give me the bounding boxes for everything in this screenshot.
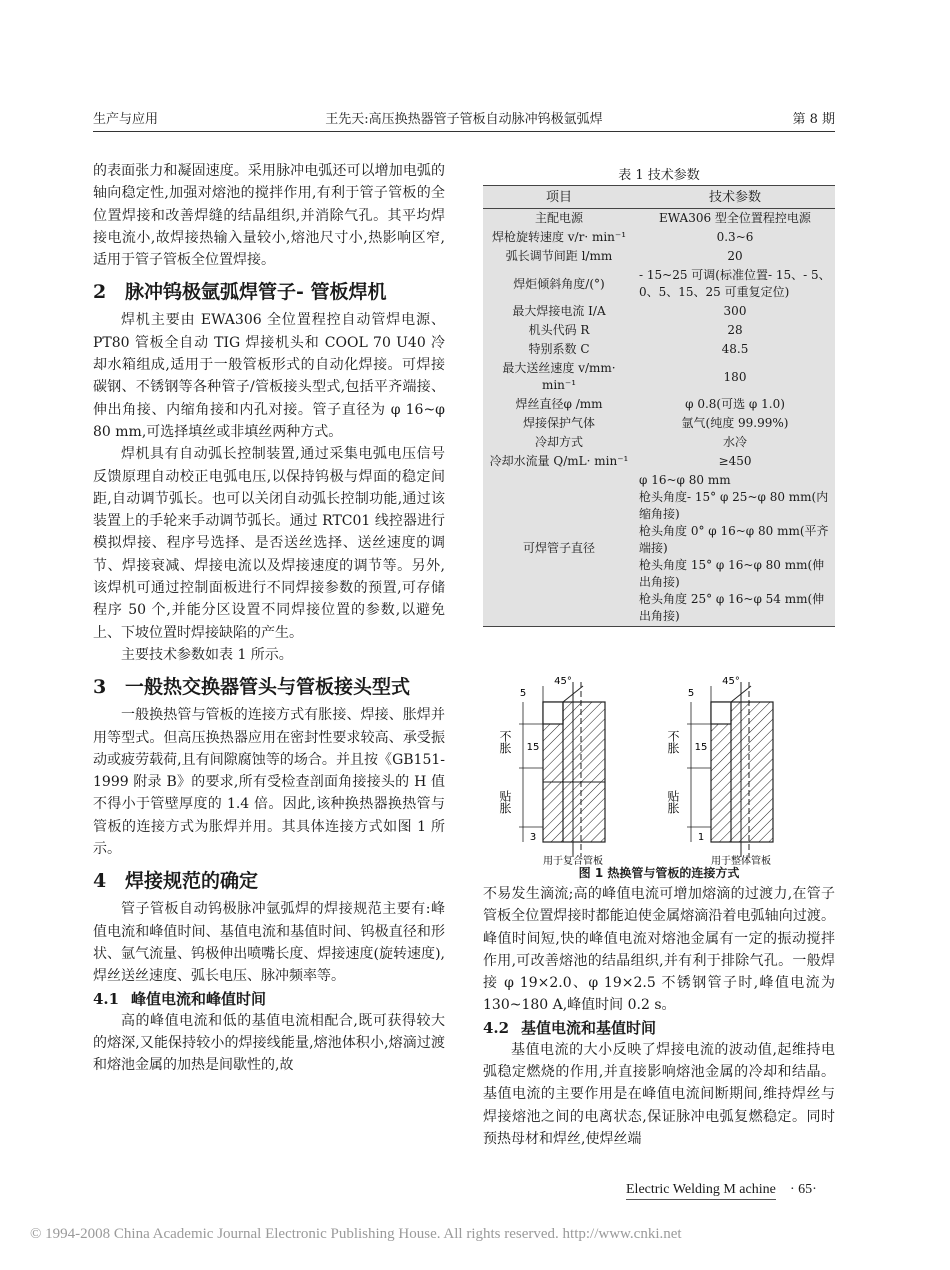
param-value: EWA306 型全位置程控电源 bbox=[659, 211, 811, 225]
paragraph: 一般换热管与管板的连接方式有胀接、焊接、胀焊并用等型式。但高压换热器应用在密封性要求较高、承受振动或疲劳载荷,且有间隙腐蚀等的场合。并且按《GB151- 1999 附录 B》的要求,所有受检查剖面角接接头的 H 值不得小于管壁厚度的 1.4 倍。因此,该种换热器换热管与管板的连接方式为胀焊并用。其具体连接方式如图 1 所示。 bbox=[93, 707, 445, 858]
header-issue: 第 8 期 bbox=[792, 112, 835, 127]
label-no-expansion: 不胀 bbox=[666, 730, 680, 754]
paragraph: 基值电流的大小反映了焊接电流的波动值,起维持电弧稳定燃烧的作用,并直接影响熔池金属的冷却和结晶。基值电流的主要作用是在峰值电流间断期间,维持焊丝与焊接熔池之间的电离状态,保证脉冲电弧复燃稳定。同时预热母材和焊丝,使焊丝端 bbox=[483, 1041, 835, 1147]
pipe-diameter-line: φ 16~φ 80 mm bbox=[639, 473, 731, 487]
param-value: φ 0.8(可选 φ 1.0) bbox=[685, 397, 785, 411]
dim-label-5: 5 bbox=[687, 688, 695, 699]
subsection-number: 4.2 bbox=[483, 1018, 510, 1037]
subsection-title: 峰值电流和峰值时间 bbox=[131, 989, 267, 1008]
table-row bbox=[483, 340, 835, 359]
section-number: 2 bbox=[93, 281, 107, 304]
param-name: 弧长调节间距 l/mm bbox=[505, 249, 613, 263]
param-value: 28 bbox=[727, 323, 743, 337]
pipe-diameter-line: 枪头角度 25° φ 16~φ 54 mm(伸出角接) bbox=[639, 592, 825, 623]
label-no-expansion: 不胀 bbox=[498, 730, 512, 754]
table-row bbox=[483, 228, 835, 247]
section-title: 焊接规范的确定 bbox=[125, 870, 259, 893]
right-column-text bbox=[483, 883, 835, 1150]
dim-label-1: 1 bbox=[697, 832, 705, 843]
pipe-diameter-line: 枪头角度 0° φ 16~φ 80 mm(平齐端接) bbox=[639, 524, 829, 555]
param-name: 机头代码 R bbox=[528, 323, 590, 337]
angle-label: 45° bbox=[722, 676, 740, 687]
param-value: 0.3~6 bbox=[716, 230, 754, 244]
paragraph: 高的峰值电流和低的基值电流相配合,既可获得较大的熔深,又能保持较小的焊接线能量,熔池体积小,熔滴过渡和熔池金属的加热是间歇性的,故 bbox=[93, 1012, 445, 1074]
param-name: 冷却方式 bbox=[534, 435, 583, 449]
section-heading-2 bbox=[93, 271, 445, 309]
table-header-row bbox=[483, 186, 835, 209]
table-row bbox=[483, 414, 835, 433]
pipe-diameter-line: 枪头角度- 15° φ 25~φ 80 mm(内缩角接) bbox=[639, 490, 829, 521]
param-name: 特别系数 C bbox=[528, 342, 590, 356]
paragraph: 不易发生滴流;高的峰值电流可增加熔滴的过渡力,在管子管板全位置焊接时都能迫使金属熔滴沿着电弧轴向过渡。峰值时间短,快的峰值电流对熔池金属有一定的振动搅拌作用,可改善熔池的结晶组织,并有利于排除气孔。一般焊接 φ 19×2.0、φ 19×2.5 不锈钢管子时,峰值电流为 130~180 A,峰值时间 0.2 s。 bbox=[483, 886, 835, 1014]
table-row bbox=[483, 452, 835, 471]
dim-label-5: 5 bbox=[519, 688, 527, 699]
weld-region bbox=[711, 702, 731, 724]
param-name: 主配电源 bbox=[534, 211, 583, 225]
table-caption: 表 1 技术参数 bbox=[618, 168, 700, 183]
integral-caption: 用于整体管板 bbox=[711, 856, 771, 867]
param-name: 冷却水流量 Q/mL· min⁻¹ bbox=[489, 454, 629, 468]
copyright-notice: © 1994-2008 China Academic Journal Electronic Publishing House. All rights reserved. http://www.cnki.net bbox=[30, 1226, 682, 1242]
param-name: 焊炬倾斜角度/(°) bbox=[513, 276, 605, 291]
paragraph: 主要技术参数如表 1 所示。 bbox=[121, 646, 293, 663]
param-name: 焊丝直径φ /mm bbox=[515, 397, 603, 411]
param-value: 水冷 bbox=[722, 435, 747, 449]
table-row bbox=[483, 266, 835, 302]
table-row bbox=[483, 302, 835, 321]
param-value bbox=[635, 471, 835, 627]
integral-sheet-sketch bbox=[666, 676, 773, 867]
dim-label-15: 15 bbox=[526, 742, 540, 753]
param-name: 焊枪旋转速度 v/r· min⁻¹ bbox=[491, 230, 627, 244]
figure-caption: 图 1 热换管与管板的连接方式 bbox=[578, 866, 740, 880]
paragraph: 管子管板自动钨极脉冲氩弧焊的焊接规范主要有:峰值电流和峰值时间、基值电流和基值时间、钨极直径和形状、氩气流量、钨极伸出喷嘴长度、焊接速度(旋转速度),焊丝送丝速度、弧长电压、脉冲频率等。 bbox=[93, 901, 445, 985]
header-rule bbox=[93, 131, 835, 132]
param-value: - 15~25 可调(标准位置- 15、- 5、0、5、15、25 可重复定位) bbox=[639, 268, 831, 299]
param-name: 最大送丝速度 v/mm· min⁻¹ bbox=[502, 361, 616, 392]
param-name: 可焊管子直径 bbox=[483, 471, 635, 627]
subsection-heading-4-2 bbox=[483, 1017, 835, 1039]
composite-caption: 用于复合管板 bbox=[543, 856, 603, 867]
section-title: 一般热交换器管头与管板接头型式 bbox=[125, 676, 411, 699]
left-column bbox=[93, 160, 445, 1076]
param-value: 20 bbox=[727, 249, 743, 263]
column-header: 项目 bbox=[483, 186, 635, 209]
table-row bbox=[483, 321, 835, 340]
table-row bbox=[483, 433, 835, 452]
journal-name: Electric Welding M achine bbox=[626, 1182, 776, 1200]
section-title: 脉冲钨极氩弧焊管子- 管板焊机 bbox=[125, 281, 387, 304]
section-heading-3 bbox=[93, 666, 445, 704]
running-header bbox=[93, 108, 835, 130]
table-row bbox=[483, 471, 835, 627]
dim-label-3: 3 bbox=[529, 832, 537, 843]
figure-1 bbox=[483, 672, 835, 882]
header-title: 王先天:高压换热器管子管板自动脉冲钨极氩弧焊 bbox=[325, 112, 603, 127]
subsection-heading-4-1 bbox=[93, 988, 445, 1010]
param-name: 最大焊接电流 I/A bbox=[512, 304, 606, 318]
header-section: 生产与应用 bbox=[93, 112, 159, 127]
paragraph: 焊机具有自动弧长控制装置,通过采集电弧电压信号反馈原理自动校正电弧电压,以保持钨极与焊面的稳定间距,自动调节弧长。也可以关闭自动弧长控制功能,通过该装置上的手轮来手动调节弧长。通过 RTC01 线控器进行模拟焊接、程序号选择、是否送丝选择、送丝速度的调节、焊接衰减、焊接电流以及焊接速度的调节等。另外,该焊机可通过控制面板进行不同焊接参数的预置,可存储程序 50 个,并能分区设置不同焊接位置的参数,以避免上、下坡位置时焊接缺陷的产生。 bbox=[93, 446, 445, 641]
label-tight-expansion: 贴胀 bbox=[498, 790, 512, 814]
pipe-diameter-line: 枪头角度 15° φ 16~φ 80 mm(伸出角接) bbox=[639, 558, 825, 589]
param-value: 300 bbox=[723, 304, 747, 318]
weld-region bbox=[543, 702, 563, 724]
table-row bbox=[483, 395, 835, 414]
param-value: ≥450 bbox=[718, 454, 752, 468]
section-number: 4 bbox=[93, 870, 107, 893]
subsection-title: 基值电流和基值时间 bbox=[521, 1018, 657, 1037]
param-value: 180 bbox=[723, 369, 747, 384]
parameters-table bbox=[483, 185, 835, 627]
table-row bbox=[483, 247, 835, 266]
page-number: · 65· bbox=[790, 1182, 817, 1197]
param-value: 氩气(纯度 99.99%) bbox=[681, 416, 789, 430]
joint-diagram bbox=[483, 672, 835, 867]
label-tight-expansion: 贴胀 bbox=[666, 790, 680, 814]
table-row bbox=[483, 359, 835, 395]
angle-label: 45° bbox=[554, 676, 572, 687]
section-heading-4 bbox=[93, 860, 445, 898]
paragraph: 焊机主要由 EWA306 全位置程控自动管焊电源、PT80 管板全自动 TIG 焊接机头和 COOL 70 U40 冷却水箱组成,适用于一般管板形式的自动化焊接。可焊接碳钢、不锈钢等各种管子/管板接头型式,包括平齐端接、伸出角接、内缩角接和内孔对接。管子直径为 φ 16~φ 80 mm,可选择填丝或非填丝两种方式。 bbox=[93, 312, 445, 440]
section-number: 3 bbox=[93, 676, 107, 699]
subsection-number: 4.1 bbox=[93, 989, 120, 1008]
param-name: 焊接保护气体 bbox=[522, 416, 595, 430]
column-header: 技术参数 bbox=[635, 186, 835, 209]
param-value: 48.5 bbox=[721, 342, 749, 356]
table-row bbox=[483, 209, 835, 229]
paragraph: 的表面张力和凝固速度。采用脉冲电弧还可以增加电弧的轴向稳定性,加强对熔池的搅拌作用,有利于管子管板的全位置焊接和改善焊缝的结晶组织,并消除气孔。其平均焊接电流小,故焊接热输入量较小,熔池尺寸小,热影响区窄,适用于管子管板全位置焊接。 bbox=[93, 163, 445, 269]
composite-sheet-sketch bbox=[498, 676, 605, 867]
dim-label-15: 15 bbox=[694, 742, 708, 753]
parameters-table-container bbox=[483, 185, 835, 627]
